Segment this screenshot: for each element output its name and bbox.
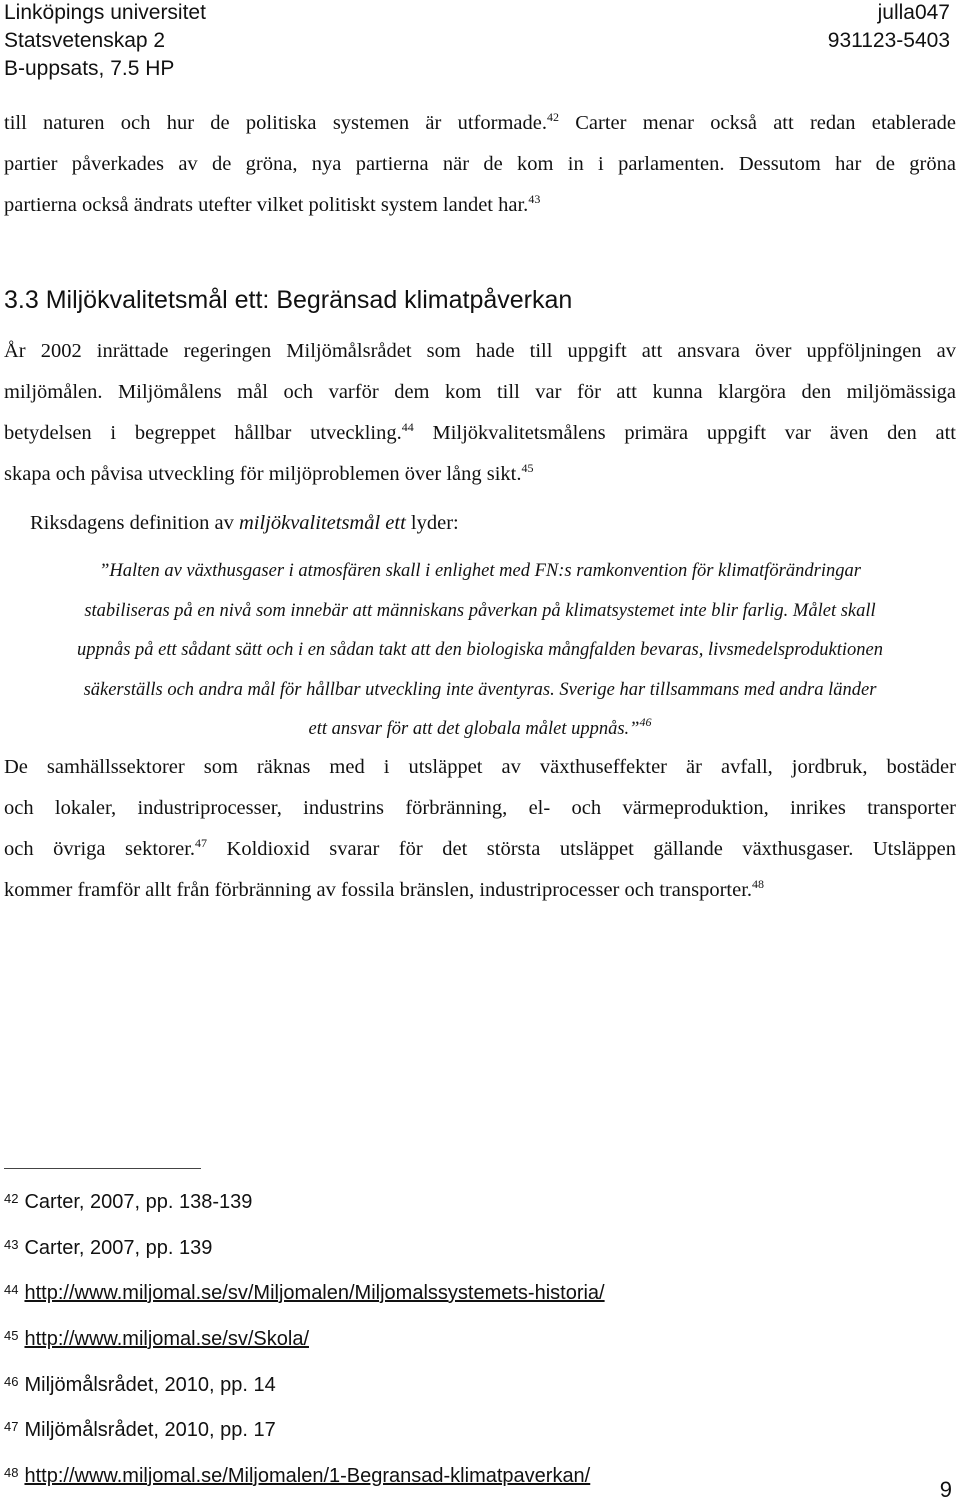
footnote-item: [4, 1460, 590, 1489]
header-right: [828, 0, 950, 55]
text-line: [4, 870, 956, 911]
user-id: julla047: [877, 1, 950, 24]
text-span: Carter menar också att redan etablerade: [558, 112, 956, 134]
text-line: [4, 454, 956, 495]
footnote-number: 43: [4, 1237, 19, 1252]
text-span: och övriga sektorer.: [4, 838, 196, 860]
definition-intro: [30, 508, 459, 538]
footnote-number: 46: [4, 1374, 19, 1389]
footnote-item: [4, 1232, 212, 1261]
personal-number: 931123-5403: [827, 29, 950, 52]
footnote-ref[interactable]: 44: [401, 420, 414, 434]
footnote-item: [4, 1414, 276, 1443]
quote-line: ”Halten av växthusgaser i atmosfären skall i enlighet med FN:s ramkonvention för klimatförändringar: [99, 561, 861, 581]
page-number: 9: [939, 1477, 952, 1502]
text-line: och lokaler, industriprocesser, industrins förbränning, el- och värmeproduktion, inrikes transporter: [4, 797, 956, 819]
footnote-item: [4, 1369, 276, 1398]
text-span: Koldioxid svarar för det största utsläppet gällande växthusgaser. Utsläppen: [207, 838, 956, 860]
footnote-number: 48: [4, 1465, 19, 1480]
text-span: partierna också ändrats utefter vilket politiskt system landet har.: [4, 194, 529, 216]
footnote-ref[interactable]: 43: [528, 192, 541, 206]
quote-line: uppnås på ett sådant sätt och i en sådan takt att den biologiska mångfalden bevaras, livsmedelsproduktionen: [76, 640, 884, 660]
text-line: De samhällssektorer som räknas med i utsläppet av växthuseffekter är avfall, jordbruk, bostäder: [4, 756, 956, 778]
text-span: Riksdagens definition av: [30, 512, 239, 534]
text-span: till naturen och hur de politiska systemen är utformade.: [4, 112, 547, 134]
text-span: betydelsen i begreppet hållbar utveckling.: [4, 422, 402, 444]
quote-line: säkerställs och andra mål för hållbar utveckling inte äventyras. Sverige har tillsammans med andra länder: [83, 679, 877, 700]
text-line: [4, 185, 956, 226]
quote-line: [0, 710, 960, 750]
text-span: kommer framför allt från förbränning av fossila bränslen, industriprocesser och transporter.: [4, 879, 753, 901]
paragraph-sectors: [4, 747, 956, 911]
text-span: lyder:: [405, 512, 459, 534]
text-line: partier påverkades av de gröna, nya partierna när de kom in i parlamenten. Dessutom har de gröna: [4, 153, 956, 175]
footnote-link[interactable]: http://www.miljomal.se/Miljomalen/1-Begransad-klimatpaverkan/: [24, 1465, 591, 1487]
text-line: miljömålen. Miljömålens mål och varför dem kom till var för att kunna klargöra den miljömässiga: [4, 381, 956, 403]
text-line: År 2002 inrättade regeringen Miljömålsrådet som hade till uppgift att ansvara över uppföljningen av: [4, 340, 956, 362]
university-name: Linköpings universitet: [4, 1, 206, 24]
footnote-number: 44: [4, 1282, 19, 1297]
quote-line: stabiliseras på en nivå som innebär att människans påverkan på klimatsystemet inte blir farlig. Målet skall: [84, 600, 876, 621]
text-span: skapa och påvisa utveckling för miljöproblemen över lång sikt.: [4, 463, 522, 485]
footnote-divider: [4, 1168, 201, 1169]
text-line: [4, 103, 956, 144]
footnote-item: [4, 1277, 605, 1306]
footnote-link[interactable]: http://www.miljomal.se/sv/Miljomalen/Miljomalssystemets-historia/: [24, 1282, 605, 1304]
footnote-ref[interactable]: 46: [639, 715, 652, 729]
footnote-number: 42: [4, 1191, 19, 1206]
course-name: Statsvetenskap 2: [4, 29, 166, 52]
footnote-ref[interactable]: 42: [546, 110, 559, 124]
course-level: B-uppsats, 7.5 HP: [4, 57, 175, 80]
footnote-text: Miljömålsrådet, 2010, pp. 14: [24, 1374, 276, 1396]
text-line: [4, 413, 956, 454]
footnote-text: Carter, 2007, pp. 139: [24, 1237, 213, 1259]
footnote-number: 47: [4, 1419, 19, 1434]
paragraph-miljomalsradet: [4, 331, 956, 495]
section-heading: 3.3 Miljökvalitetsmål ett: Begränsad klimatpåverkan: [4, 286, 573, 314]
text-span: Miljökvalitetsmålens primära uppgift var även den att: [413, 422, 956, 444]
block-quote: [0, 552, 960, 750]
text-line: [4, 829, 956, 870]
header-left: [4, 0, 206, 83]
footnote-link[interactable]: http://www.miljomal.se/sv/Skola/: [24, 1328, 309, 1350]
footnote-number: 45: [4, 1328, 19, 1343]
footnote-ref[interactable]: 45: [521, 461, 534, 475]
defined-term: miljökvalitetsmål ett: [238, 512, 406, 534]
footnote-text: Miljömålsrådet, 2010, pp. 17: [24, 1419, 276, 1441]
footnote-ref[interactable]: 48: [752, 877, 765, 891]
footnote-ref[interactable]: 47: [195, 836, 208, 850]
paragraph-carter: [4, 103, 956, 226]
footnote-item: [4, 1186, 252, 1215]
footnote-text: Carter, 2007, pp. 138-139: [24, 1191, 253, 1213]
text-span: ett ansvar för att det globala målet uppnås.”: [308, 719, 640, 739]
footnote-item: [4, 1323, 309, 1352]
